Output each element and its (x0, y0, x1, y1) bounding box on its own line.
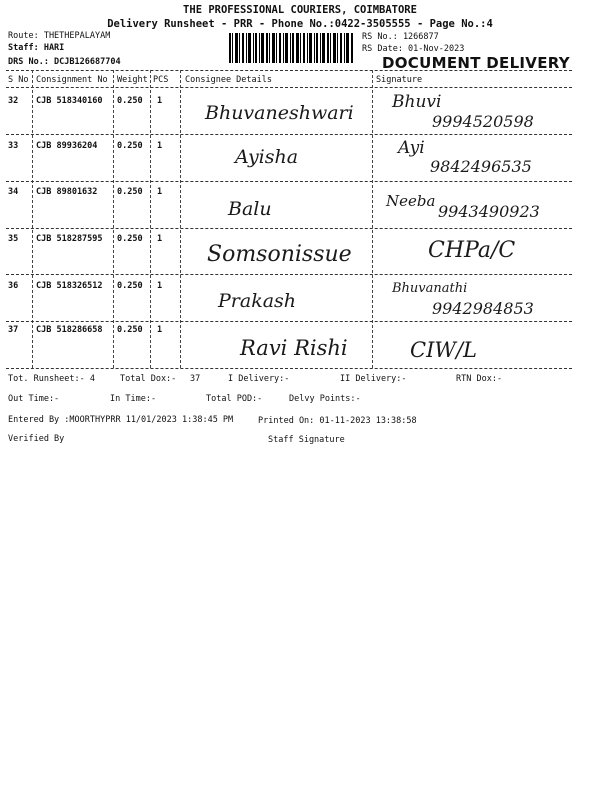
row-sno: 35 (8, 234, 19, 244)
rtn-dox: RTN Dox:- (456, 374, 503, 384)
total-runsheet: Tot. Runsheet:- 4 (8, 374, 95, 384)
runsheet-subtitle: Delivery Runsheet - PRR - Phone No.:0422-3505555 - Page No.:4 (107, 18, 493, 30)
row-consignment: CJB 89936204 (36, 141, 98, 151)
signature: Ayi (398, 138, 425, 158)
barcode (229, 33, 354, 63)
col-divider (32, 70, 33, 368)
row-pcs: 1 (157, 96, 163, 106)
row-weight: 0.250 (117, 281, 143, 291)
row-separator (6, 134, 572, 135)
total-dox-label: Total Dox:- (120, 374, 177, 384)
signature: Bhuvanathi (392, 281, 468, 296)
phone-number: 9842496535 (430, 157, 532, 176)
consignee-name: Ayisha (235, 146, 299, 168)
row-consignment: CJB 518326512 (36, 281, 103, 291)
row-pcs: 1 (157, 187, 163, 197)
phone-number: 9942984853 (432, 299, 534, 318)
col-divider (180, 70, 181, 368)
signature: CHPa/C (428, 238, 516, 263)
row-pcs: 1 (157, 325, 163, 335)
row-pcs: 1 (157, 281, 163, 291)
staff-signature-label: Staff Signature (268, 435, 345, 445)
printed-on: Printed On: 01-11-2023 13:38:58 (258, 416, 417, 426)
consignee-name: Balu (228, 198, 272, 220)
row-separator (6, 228, 572, 229)
signature: Neeba (386, 192, 436, 210)
row-consignment: CJB 89801632 (36, 187, 98, 197)
row-sno: 34 (8, 187, 19, 197)
consignee-name: Ravi Rishi (240, 336, 348, 360)
col-header-pcs: PCS (153, 75, 169, 85)
row-pcs: 1 (157, 234, 163, 244)
col-header-signature: Signature (376, 75, 423, 85)
out-time: Out Time:- (8, 394, 60, 404)
table-bottom-rule (6, 368, 572, 369)
row-sno: 32 (8, 96, 19, 106)
signature: Bhuvi (392, 92, 442, 112)
route-label: Route: THETHEPALAYAM (8, 31, 111, 41)
total-dox-value: 37 (190, 374, 201, 384)
document-delivery-stamp: DOCUMENT DELIVERY (382, 54, 570, 72)
col-header-consignment: Consignment No (36, 75, 108, 85)
first-delivery: I Delivery:- (228, 374, 290, 384)
col-header-weight: Weight (117, 75, 148, 85)
entered-by: Entered By :MOORTHYPRR 11/01/2023 1:38:45 PM (8, 415, 234, 425)
col-header-consignee: Consignee Details (185, 75, 272, 85)
row-weight: 0.250 (117, 325, 143, 335)
row-weight: 0.250 (117, 96, 143, 106)
col-header-sno: S No (8, 75, 29, 85)
table-header-rule (6, 87, 572, 88)
verified-by: Verified By (8, 434, 65, 444)
second-delivery: II Delivery:- (340, 374, 407, 384)
row-consignment: CJB 518286658 (36, 325, 103, 335)
total-pod: Total POD:- (206, 394, 263, 404)
phone-number: 9943490923 (438, 202, 540, 221)
phone-number: 9994520598 (432, 112, 534, 131)
table-top-rule (6, 70, 572, 71)
in-time: In Time:- (110, 394, 157, 404)
row-separator (6, 181, 572, 182)
row-sno: 36 (8, 281, 19, 291)
row-weight: 0.250 (117, 187, 143, 197)
row-sno: 33 (8, 141, 19, 151)
drs-number: DRS No.: DCJB126687704 (8, 57, 121, 67)
consignee-name: Somsonissue (207, 242, 352, 267)
delivery-points: Delvy Points:- (289, 394, 361, 404)
row-pcs: 1 (157, 141, 163, 151)
company-title: THE PROFESSIONAL COURIERS, COIMBATORE (183, 4, 417, 16)
row-separator (6, 321, 572, 322)
signature: CIW/L (410, 338, 477, 362)
row-weight: 0.250 (117, 141, 143, 151)
row-sno: 37 (8, 325, 19, 335)
consignee-name: Bhuvaneshwari (205, 102, 354, 124)
col-divider (113, 70, 114, 368)
row-consignment: CJB 518340160 (36, 96, 103, 106)
row-consignment: CJB 518287595 (36, 234, 103, 244)
rs-number: RS No.: 1266877 (362, 32, 439, 42)
staff-label: Staff: HARI (8, 43, 65, 53)
consignee-name: Prakash (218, 290, 297, 312)
row-separator (6, 274, 572, 275)
rs-date: RS Date: 01-Nov-2023 (362, 44, 465, 54)
col-divider (150, 70, 151, 368)
row-weight: 0.250 (117, 234, 143, 244)
col-divider (372, 70, 373, 368)
